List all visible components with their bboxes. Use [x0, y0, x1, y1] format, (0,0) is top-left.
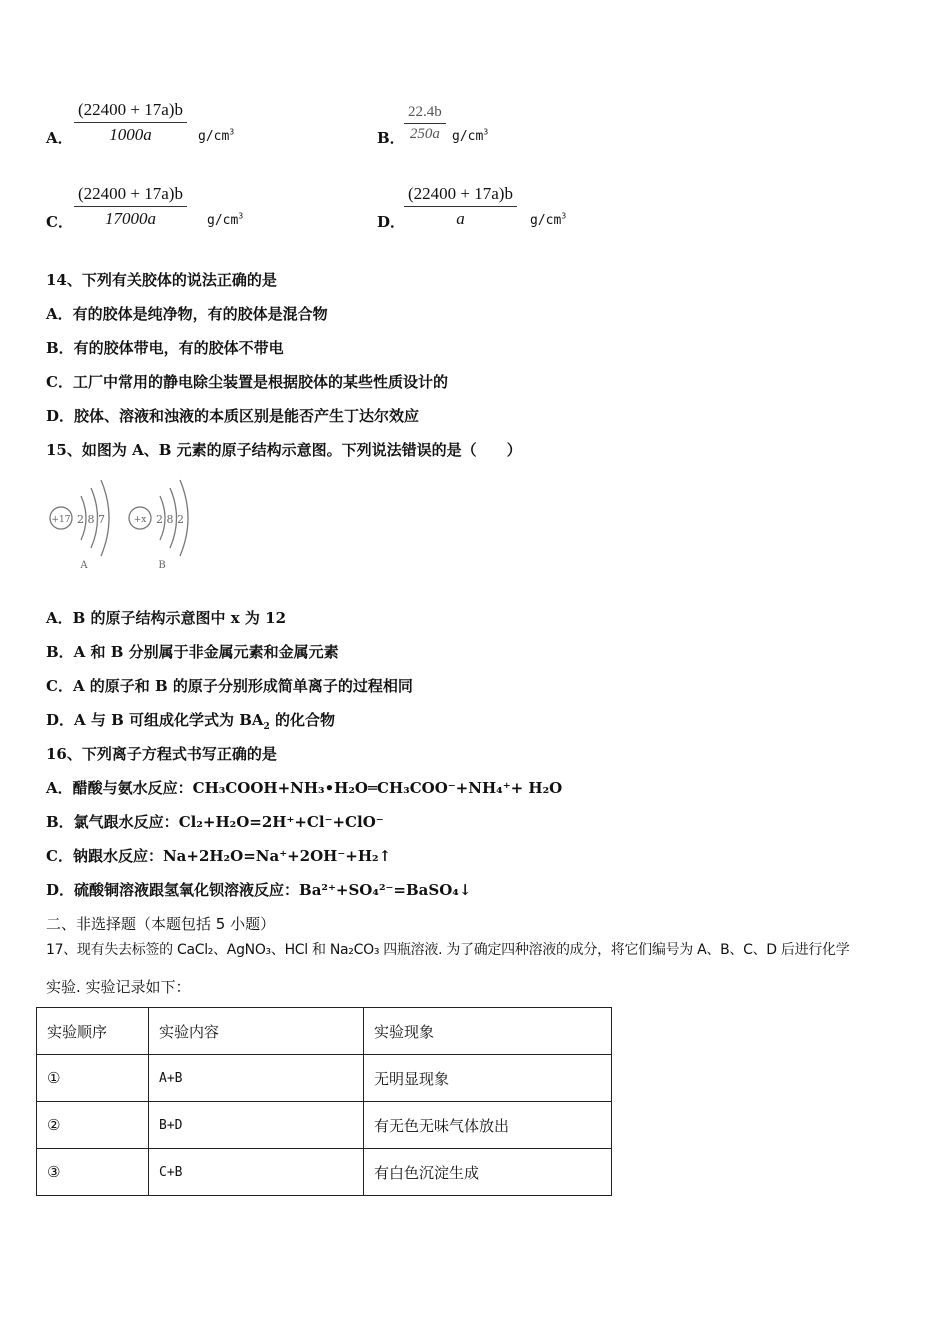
- q17-stem-line2: 实验. 实验记录如下：: [46, 978, 191, 996]
- atom-b-shells: 2 8 2: [156, 513, 184, 526]
- numerator: 22.4b: [404, 104, 446, 124]
- q15-option-d: D．A 与 B 可组成化学式为 $BA_2$ 的化合物: [46, 711, 336, 732]
- q17-stem-line1: 17、现有失去标签的 CaCl₂、AgNO₃、HCl 和 Na₂CO₃ 四瓶溶液. 为了确定四种溶液的成分，将它们编号为 A、B、C、D 后进行化学: [46, 942, 850, 958]
- equation: Cl₂+H₂O=2H⁺+Cl⁻+ClO⁻: [178, 813, 384, 831]
- table-cell: ①: [37, 1055, 149, 1102]
- table-cell: 有无色无味气体放出: [364, 1102, 612, 1149]
- q13-option-d-fraction: [404, 184, 517, 229]
- numerator: (22400 + 17a)b: [404, 184, 517, 207]
- numerator: (22400 + 17a)b: [74, 184, 187, 207]
- q15-option-c: C．A 的原子和 B 的原子分别形成简单离子的过程相同: [46, 677, 413, 695]
- atom-b-label: B: [158, 560, 166, 571]
- table-cell: A+B: [149, 1055, 364, 1102]
- q16-option-d: D．硫酸铜溶液跟氢氧化钡溶液反应：Ba²⁺+SO₄²⁻=BaSO₄↓: [46, 881, 472, 899]
- atom-a-label: A: [80, 560, 88, 571]
- q16-option-b: B．氯气跟水反应：Cl₂+H₂O=2H⁺+Cl⁻+ClO⁻: [46, 813, 384, 831]
- table-header-cell: 实验顺序: [37, 1008, 149, 1055]
- table-cell: C+B: [149, 1149, 364, 1196]
- q13-option-c-unit: $g/cm^3$: [207, 211, 244, 228]
- table-header-cell: 实验现象: [364, 1008, 612, 1055]
- q13-option-c-label: C．: [46, 213, 73, 231]
- q16-option-a: A．醋酸与氨水反应：CH₃COOH+NH₃•H₂O═CH₃COO⁻+NH₄⁺+ H₂O: [46, 779, 563, 797]
- denominator: 17000a: [104, 209, 156, 228]
- q13-option-d-unit: $g/cm^3$: [530, 211, 567, 228]
- table-cell: 有白色沉淀生成: [364, 1149, 612, 1196]
- q15-option-b: B．A 和 B 分别属于非金属元素和金属元素: [46, 643, 339, 661]
- atom-b-nucleus: +x: [133, 515, 147, 525]
- table-row: [37, 1102, 612, 1149]
- experiment-table: [36, 1007, 612, 1196]
- atom-a-nucleus: +17: [51, 515, 71, 525]
- q16-option-c: C．钠跟水反应：Na+2H₂O=Na⁺+2OH⁻+H₂↑: [46, 847, 392, 865]
- table-header-row: [37, 1008, 612, 1055]
- denominator: 1000a: [109, 125, 152, 144]
- q13-option-a-label: A．: [46, 129, 73, 147]
- equation: Ba²⁺+SO₄²⁻=BaSO₄↓: [299, 881, 472, 899]
- section-heading: 二、非选择题（本题包括 5 小题）: [46, 915, 276, 933]
- table-row: [37, 1055, 612, 1102]
- denominator: a: [456, 209, 465, 228]
- q16-stem: 16、下列离子方程式书写正确的是: [46, 745, 277, 763]
- denominator: 250a: [409, 126, 440, 142]
- table-cell: ②: [37, 1102, 149, 1149]
- equation: CH₃COOH+NH₃•H₂O═CH₃COO⁻+NH₄⁺+ H₂O: [192, 779, 563, 797]
- table-header-cell: 实验内容: [149, 1008, 364, 1055]
- atom-a-shells: 2 8 7: [77, 513, 105, 526]
- q13-option-d-label: D．: [377, 213, 406, 231]
- q13-option-b-fraction: [404, 104, 446, 143]
- q13-option-c-fraction: [74, 184, 187, 229]
- q13-option-b-unit: $g/cm^3$: [452, 127, 489, 144]
- numerator: (22400 + 17a)b: [74, 100, 187, 123]
- q14-option-a: A．有的胶体是纯净物，有的胶体是混合物: [46, 305, 328, 323]
- table-cell: 无明显现象: [364, 1055, 612, 1102]
- q13-option-a-unit: $g/cm^3$: [198, 127, 235, 144]
- q13-option-b-label: B．: [377, 129, 405, 147]
- q15-stem: 15、如图为 A、B 元素的原子结构示意图。下列说法错误的是（ ）: [46, 441, 522, 459]
- equation: Na+2H₂O=Na⁺+2OH⁻+H₂↑: [162, 847, 392, 865]
- q14-option-b: B．有的胶体带电，有的胶体不带电: [46, 339, 284, 357]
- q14-stem: 14、下列有关胶体的说法正确的是: [46, 271, 277, 289]
- q15-option-a: A．B 的原子结构示意图中 x 为 12: [46, 609, 287, 627]
- table-cell: B+D: [149, 1102, 364, 1149]
- table-cell: ③: [37, 1149, 149, 1196]
- q14-option-c: C．工厂中常用的静电除尘装置是根据胶体的某些性质设计的: [46, 373, 448, 391]
- q13-option-a-fraction: [74, 100, 187, 145]
- q14-option-d: D．胶体、溶液和浊液的本质区别是能否产生丁达尔效应: [46, 407, 420, 425]
- atomic-structure-diagram: [44, 476, 204, 576]
- table-row: [37, 1149, 612, 1196]
